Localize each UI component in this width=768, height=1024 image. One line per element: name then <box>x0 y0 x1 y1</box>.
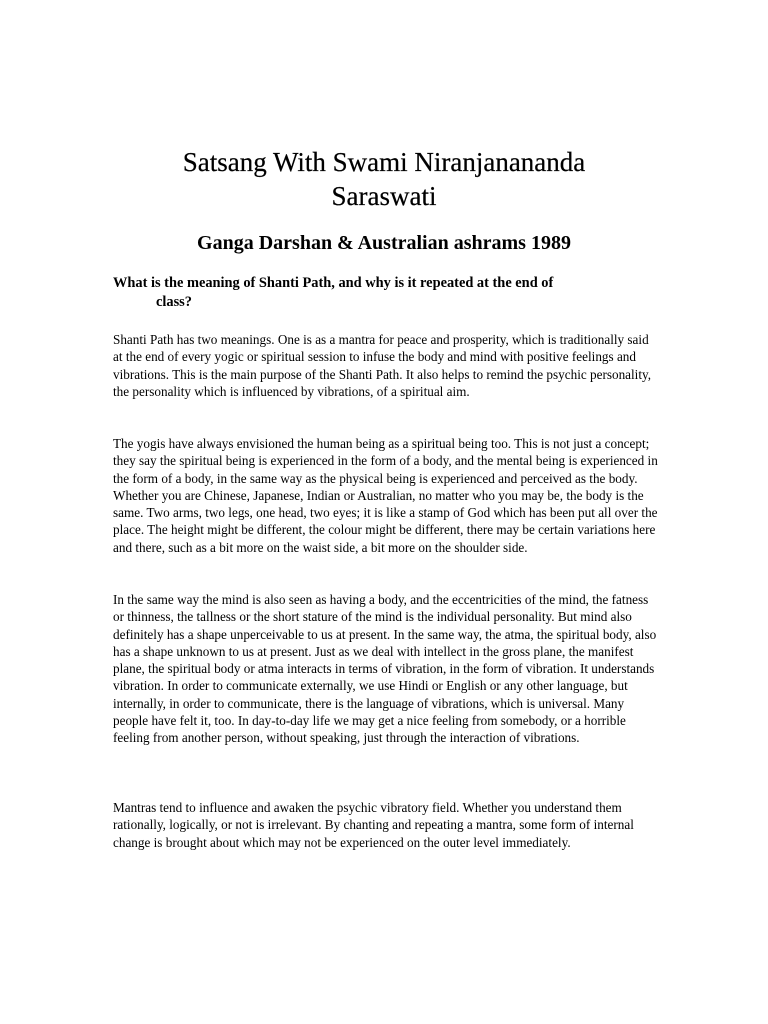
body-paragraph-3: In the same way the mind is also seen as having a body, and the eccentricities of the mind, the fatness or thinness, the tallness or the short stature of the mind is the individual personality. But mind also definitely has a shape unperceivable to us at present. In the same way, the atma, the spiritual body, also has a shape unknown to us at present. Just as we deal with intellect in the gross plane, the manifest plane, the spiritual body or atma interacts in terms of vibration, in the form of vibration. It understands vibration. In order to communicate externally, we use Hindi or English or any other language, but internally, in order to communicate, there is the language of vibrations, which is universal. Many people have felt it, too. In day-to-day life we may get a nice feeling from somebody, or a horrible feeling from another person, without speaking, just through the interaction of vibrations. <box>113 592 657 746</box>
page-subtitle: Ganga Darshan & Australian ashrams 1989 <box>197 232 571 254</box>
page-title <box>90 145 678 213</box>
question-line-1: What is the meaning of Shanti Path, and why is it repeated at the end of <box>113 275 554 291</box>
title-line-1: Satsang With Swami Niranjanananda <box>182 147 586 177</box>
body-paragraph-1: Shanti Path has two meanings. One is as a mantra for peace and prosperity, which is traditionally said at the end of every yogic or spiritual session to infuse the body and mind with positive feelings and vibrations. This is the main purpose of the Shanti Path. It also helps to remind the psychic personality, the personality which is influenced by vibrations, of a spiritual aim. <box>113 332 652 399</box>
body-paragraph-2: The yogis have always envisioned the human being as a spiritual being too. This is not just a concept; they say the spiritual being is experienced in the form of a body, and the mental being is experienced in the form of a body, in the same way as the physical being is experienced and perceived as the body. Whether you are Chinese, Japanese, Indian or Australian, no matter who you may be, the body is the same. Two arms, two legs, one head, two eyes; it is like a stamp of God which has been put all over the place. The height might be different, the colour might be different, there may be certain variations here and there, such as a bit more on the waist side, a bit more on the shoulder side. <box>113 436 658 555</box>
body-paragraph-4: Mantras tend to influence and awaken the psychic vibratory field. Whether you understand them rationally, logically, or not is irrelevant. By chanting and repeating a mantra, some form of internal change is brought about which may not be experienced on the outer level immediately. <box>113 800 634 850</box>
question-heading <box>113 274 658 312</box>
question-line-2: class? <box>156 294 192 310</box>
title-line-2: Saraswati <box>331 181 437 211</box>
